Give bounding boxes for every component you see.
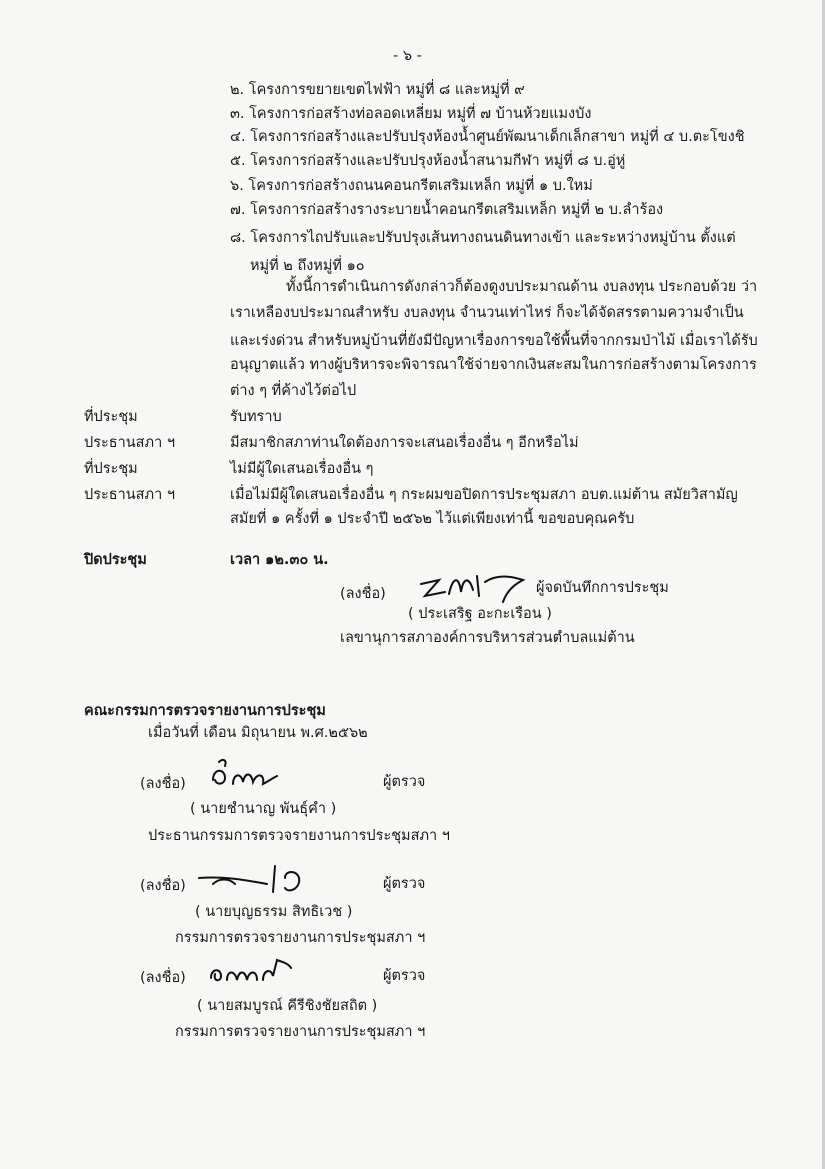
sign-label: (ลงชื่อ)	[140, 776, 186, 792]
project-item: ๓. โครงการก่อสร้างท่อลอดเหลี่ยม หมู่ที่ ๗ บ้านห้วยแมงบัง	[230, 106, 592, 122]
project-item: ๒. โครงการขยายเขตไฟฟ้า หมู่ที่ ๘ และหมู่ที่ ๙	[230, 82, 525, 98]
recorder-name: ( ประเสริฐ อะกะเรือน )	[408, 606, 552, 622]
project-item-continuation: หมู่ที่ ๒ ถึงหมู่ที่ ๑๐	[250, 258, 365, 274]
member-position: ประธานกรรมการตรวจรายงานการประชุมสภา ฯ	[148, 828, 450, 844]
member-signature	[205, 952, 295, 992]
adjourn-time: เวลา ๑๒.๓๐ น.	[230, 552, 329, 568]
speaker-label: ที่ประชุม	[84, 409, 138, 425]
member-position: กรรมการตรวจรายงานการประชุมสภา ฯ	[175, 1024, 426, 1040]
project-item: ๘. โครงการไถปรับและปรับปรุงเส้นทางถนนดินทางเข้า และระหว่างหมู่บ้าน ตั้งแต่	[230, 230, 736, 246]
minute-text: ไม่มีผู้ใดเสนอเรื่องอื่น ๆ	[230, 461, 374, 477]
paragraph-line: เราเหลืองบประมาณสำหรับ งบลงทุน จำนวนเท่าไหร่ ก็จะได้จัดสรรตามความจำเป็น	[230, 305, 744, 321]
paragraph-line: อนุญาตแล้ว ทางผู้บริหารจะพิจารณาใช้จ่ายจากเงินสะสมในการก่อสร้างตามโครงการ	[230, 357, 757, 373]
member-signature	[195, 858, 315, 900]
minute-text: รับทราบ	[230, 409, 282, 425]
member-role: ผู้ตรวจ	[383, 774, 426, 790]
minute-text: เมื่อไม่มีผู้ใดเสนอเรื่องอื่น ๆ กระผมขอปิดการประชุมสภา อบต.แม่ต้าน สมัยวิสามัญ	[230, 487, 738, 503]
sign-label: (ลงชื่อ)	[140, 970, 186, 986]
speaker-label: ประธานสภา ฯ	[84, 435, 175, 451]
adjourn-label: ปิดประชุม	[84, 552, 147, 568]
committee-heading: คณะกรรมการตรวจรายงานการประชุม	[84, 703, 326, 719]
project-item: ๗. โครงการก่อสร้างรางระบายน้ำคอนกรีตเสริมเหล็ก หมู่ที่ ๒ บ.ลำร้อง	[230, 202, 664, 218]
project-item: ๕. โครงการก่อสร้างและปรับปรุงห้องน้ำสนามกีฬา หมู่ที่ ๘ บ.อู่หู่	[230, 153, 626, 169]
member-name: ( นายสมบูรณ์ คีรีชิงชัยสถิต )	[197, 998, 378, 1014]
project-item: ๖. โครงการก่อสร้างถนนคอนกรีตเสริมเหล็ก หมู่ที่ ๑ บ.ใหม่	[230, 178, 593, 194]
committee-date: เมื่อวันที่ เดือน มิถุนายน พ.ศ.๒๕๖๒	[148, 725, 368, 741]
speaker-label: ที่ประชุม	[84, 461, 138, 477]
page-number: - ๖ -	[393, 48, 422, 64]
member-role: ผู้ตรวจ	[383, 876, 426, 892]
recorder-position: เลขานุการสภาองค์การบริหารส่วนตำบลแม่ต้าน	[340, 630, 635, 646]
member-name: ( นายบุญธรรม สิทธิเวช )	[195, 904, 353, 920]
member-position: กรรมการตรวจรายงานการประชุมสภา ฯ	[175, 930, 426, 946]
member-role: ผู้ตรวจ	[383, 968, 426, 984]
paragraph-line: ต่าง ๆ ที่ค้างไว้ต่อไป	[230, 383, 357, 399]
sign-label: (ลงชื่อ)	[140, 878, 186, 894]
member-name: ( นายชำนาญ พันธุ์คำ )	[190, 801, 337, 817]
paragraph-line: และเร่งด่วน สำหรับหมู่บ้านที่ยังมีปัญหาเรื่องการขอใช้พื้นที่จากกรมป่าไม้ เมื่อเราได้รับ	[230, 333, 758, 349]
recorder-signature	[415, 566, 530, 608]
sign-label: (ลงชื่อ)	[340, 586, 386, 602]
project-item: ๔. โครงการก่อสร้างและปรับปรุงห้องน้ำศูนย์พัฒนาเด็กเล็กสาขา หมู่ที่ ๔ บ.ตะโขงชิ	[230, 129, 745, 145]
recorder-role: ผู้จดบันทึกการประชุม	[536, 580, 669, 596]
speaker-label: ประธานสภา ฯ	[84, 487, 175, 503]
member-signature	[205, 754, 285, 796]
minute-text-continuation: สมัยที่ ๑ ครั้งที่ ๑ ประจำปี ๒๕๖๒ ไว้แต่เพียงเท่านี้ ขอขอบคุณครับ	[230, 511, 635, 527]
minute-text: มีสมาชิกสภาท่านใดต้องการจะเสนอเรื่องอื่น ๆ อีกหรือไม่	[230, 435, 579, 451]
paragraph-line: ทั้งนี้การดำเนินการดังกล่าวก็ต้องดูงบประมาณด้าน งบลงทุน ประกอบด้วย ว่า	[286, 279, 758, 295]
